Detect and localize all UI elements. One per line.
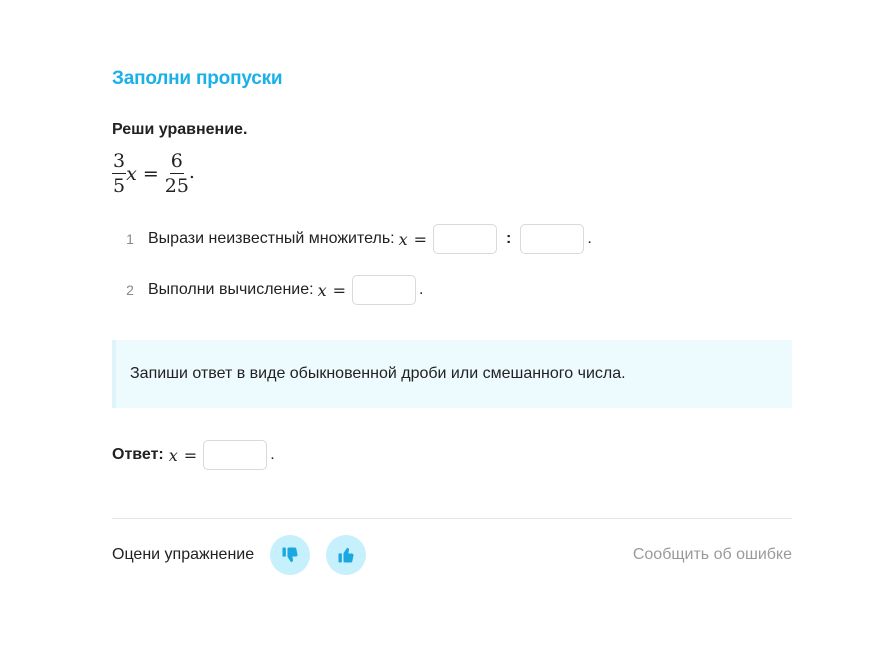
step-period: . [419,281,424,298]
step-1-divisor-input[interactable] [520,224,584,254]
rating-bar [112,535,792,575]
lhs-numerator: 3 [113,150,126,172]
rhs-fraction [165,150,189,197]
equation-equals: = [142,162,159,185]
answer-row [112,440,275,470]
like-button[interactable] [326,535,366,575]
step-divide-sign: : [506,230,512,247]
hint-text: Запиши ответ в виде обыкновенной дроби или смешанного числа. [130,365,626,382]
equation-period: . [188,161,195,183]
step-2-result-input[interactable] [352,275,416,305]
step-period: . [587,230,592,247]
step-1-dividend-input[interactable] [433,224,497,254]
step-number: 1 [126,231,134,247]
answer-variable: x [168,445,178,465]
thumbs-down-icon [280,545,300,565]
step-text: Вырази неизвестный множитель: [148,230,395,247]
step-number: 2 [126,282,134,298]
exercise-title: Заполни пропуски [112,68,283,89]
step-text: Выполни вычисление: [148,281,314,298]
dislike-button[interactable] [270,535,310,575]
step-2 [112,275,423,305]
step-variable: x [398,229,408,249]
rhs-denominator: 25 [164,175,189,197]
equation [112,150,195,197]
step-equals: = [332,280,346,300]
step-equals: = [413,229,428,249]
step-variable: x [317,280,327,300]
answer-input[interactable] [203,440,267,470]
lhs-fraction [112,150,126,197]
thumbs-up-icon [336,545,356,565]
rating-label: Оцени упражнение [112,546,255,563]
divider [112,518,792,519]
answer-equals: = [183,445,198,465]
hint-box [112,340,792,408]
report-error-link[interactable]: Сообщить об ошибке [632,546,792,563]
task-text: Реши уравнение. [112,121,248,138]
rhs-numerator: 6 [170,150,183,172]
answer-period: . [270,446,275,463]
step-1 [112,224,592,254]
lhs-denominator: 5 [113,175,126,197]
answer-label: Ответ: [112,446,164,463]
equation-variable: x [126,162,137,185]
